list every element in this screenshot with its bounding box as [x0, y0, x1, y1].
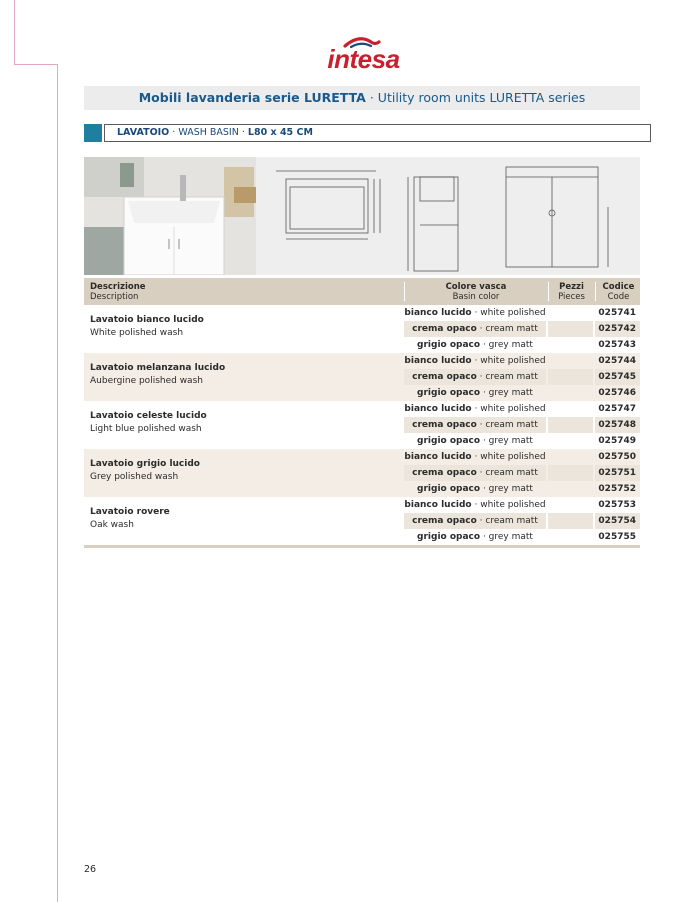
- basin-color-en: · grey matt: [482, 388, 533, 398]
- group-name-it: Lavatoio melanzana lucido: [90, 363, 226, 373]
- basin-color-en: · cream matt: [479, 372, 538, 382]
- basin-color-en: · white polished: [474, 452, 546, 462]
- pieces-cell: [548, 417, 593, 433]
- group-name-en: White polished wash: [90, 328, 184, 338]
- table-bottom-rule: [84, 545, 640, 548]
- product-group: [84, 497, 640, 545]
- pieces-cell: [548, 449, 593, 465]
- basin-color-it: grigio opaco: [417, 484, 481, 494]
- basin-color-it: bianco lucido: [404, 500, 472, 510]
- basin-color-it: grigio opaco: [417, 532, 481, 542]
- section-marker: [84, 124, 102, 142]
- series-title-it: Mobili lavanderia serie LURETTA: [138, 90, 366, 105]
- product-code: 025748: [595, 417, 640, 433]
- brand-name: intesa: [327, 44, 400, 74]
- product-code: 025754: [595, 513, 640, 529]
- basin-color-it: crema opaco: [412, 420, 477, 430]
- product-code: 025753: [598, 500, 636, 510]
- section-label-it: LAVATOIO: [117, 127, 170, 138]
- table-row: [84, 369, 640, 385]
- basin-color-en: · grey matt: [482, 532, 533, 542]
- table-row: [84, 481, 640, 497]
- pieces-cell: [548, 305, 593, 321]
- margin-line-left: [57, 64, 58, 902]
- group-name-it: Lavatoio celeste lucido: [90, 411, 207, 421]
- product-group: [84, 353, 640, 401]
- table-row: [84, 385, 640, 401]
- basin-color-it: crema opaco: [412, 468, 477, 478]
- pieces-cell: [548, 481, 593, 497]
- group-name-en: Light blue polished wash: [90, 424, 202, 434]
- basin-color-it: bianco lucido: [404, 404, 472, 414]
- basin-color: [404, 417, 546, 433]
- header-color-en: Basin color: [452, 292, 500, 302]
- pieces-cell: [548, 497, 593, 513]
- product-code: 025745: [595, 369, 640, 385]
- pieces-cell: [548, 513, 593, 529]
- group-name-it: Lavatoio rovere: [90, 507, 170, 517]
- table-row: [84, 321, 640, 337]
- table-row: [84, 337, 640, 353]
- basin-color: [404, 321, 546, 337]
- table-header: [84, 278, 640, 305]
- header-color-it: Colore vasca: [445, 282, 507, 292]
- header-pieces-it: Pezzi: [559, 282, 584, 292]
- table-row: [84, 497, 640, 513]
- product-group: [84, 401, 640, 449]
- pieces-cell: [548, 369, 593, 385]
- pieces-cell: [548, 465, 593, 481]
- group-name-en: Oak wash: [90, 520, 134, 530]
- group-name-it: Lavatoio bianco lucido: [90, 315, 204, 325]
- table-row: [84, 433, 640, 449]
- basin-color: [404, 529, 546, 545]
- basin-color-en: · cream matt: [479, 468, 538, 478]
- basin-color-en: · white polished: [474, 404, 546, 414]
- product-code: 025743: [598, 340, 636, 350]
- product-code: 025749: [598, 436, 636, 446]
- product-photo: [84, 157, 256, 275]
- basin-color-it: crema opaco: [412, 324, 477, 334]
- basin-color: [404, 449, 546, 465]
- series-title: [84, 86, 640, 110]
- basin-color-en: · white polished: [474, 356, 546, 366]
- header-desc-it: Descrizione: [90, 282, 146, 292]
- product-code: 025742: [595, 321, 640, 337]
- section-label: [104, 124, 651, 142]
- product-code: 025747: [598, 404, 636, 414]
- product-code: 025752: [598, 484, 636, 494]
- basin-color: [404, 433, 546, 449]
- table-body: [84, 305, 640, 545]
- basin-color: [404, 481, 546, 497]
- basin-color-en: · cream matt: [479, 516, 538, 526]
- basin-color-en: · white polished: [474, 308, 546, 318]
- product-group: [84, 449, 640, 497]
- pieces-cell: [548, 337, 593, 353]
- section-label-en: · WASH BASIN ·: [172, 127, 245, 138]
- pieces-cell: [548, 433, 593, 449]
- header-code-it: Codice: [602, 282, 635, 292]
- table-row: [84, 305, 640, 321]
- basin-color-it: crema opaco: [412, 372, 477, 382]
- brand-logo: [0, 36, 697, 75]
- basin-color: [404, 337, 546, 353]
- product-group: [84, 305, 640, 353]
- group-name-it: Lavatoio grigio lucido: [90, 459, 200, 469]
- series-title-en: · Utility room units LURETTA series: [369, 90, 586, 105]
- product-code: 025751: [595, 465, 640, 481]
- basin-color-it: grigio opaco: [417, 436, 481, 446]
- pieces-cell: [548, 353, 593, 369]
- product-code: 025746: [598, 388, 636, 398]
- section-header: [84, 124, 639, 142]
- group-name-en: Grey polished wash: [90, 472, 179, 482]
- table-row: [84, 513, 640, 529]
- pieces-cell: [548, 529, 593, 545]
- basin-color-en: · grey matt: [482, 340, 533, 350]
- basin-color: [404, 497, 546, 513]
- product-images: [84, 157, 640, 275]
- product-code: 025755: [598, 532, 636, 542]
- product-code: 025750: [598, 452, 636, 462]
- header-desc-en: Description: [90, 292, 139, 302]
- basin-color: [404, 353, 546, 369]
- table-row: [84, 353, 640, 369]
- basin-color-it: grigio opaco: [417, 340, 481, 350]
- product-code: 025744: [598, 356, 636, 366]
- basin-color-it: bianco lucido: [404, 356, 472, 366]
- table-row: [84, 417, 640, 433]
- pieces-cell: [548, 401, 593, 417]
- basin-color: [404, 401, 546, 417]
- section-size: L80 x 45 CM: [247, 127, 313, 138]
- technical-drawings: [256, 157, 640, 275]
- basin-color: [404, 385, 546, 401]
- basin-color-it: crema opaco: [412, 516, 477, 526]
- pieces-cell: [548, 321, 593, 337]
- basin-color: [404, 369, 546, 385]
- basin-color-en: · grey matt: [482, 484, 533, 494]
- basin-color-en: · cream matt: [479, 324, 538, 334]
- basin-color: [404, 305, 546, 321]
- basin-color-it: bianco lucido: [404, 308, 472, 318]
- table-row: [84, 449, 640, 465]
- header-code-en: Code: [607, 292, 630, 302]
- table-row: [84, 465, 640, 481]
- logo-swoosh-icon: [341, 36, 381, 50]
- product-table: [84, 278, 640, 548]
- product-code: 025741: [598, 308, 636, 318]
- header-pieces-en: Pieces: [558, 292, 585, 302]
- basin-color-it: grigio opaco: [417, 388, 481, 398]
- basin-color-it: bianco lucido: [404, 452, 472, 462]
- pieces-cell: [548, 385, 593, 401]
- basin-color-en: · cream matt: [479, 420, 538, 430]
- basin-color: [404, 513, 546, 529]
- page-number: 26: [84, 864, 97, 875]
- basin-color-en: · grey matt: [482, 436, 533, 446]
- group-name-en: Aubergine polished wash: [90, 376, 203, 386]
- basin-color-en: · white polished: [474, 500, 546, 510]
- table-row: [84, 529, 640, 545]
- table-row: [84, 401, 640, 417]
- basin-color: [404, 465, 546, 481]
